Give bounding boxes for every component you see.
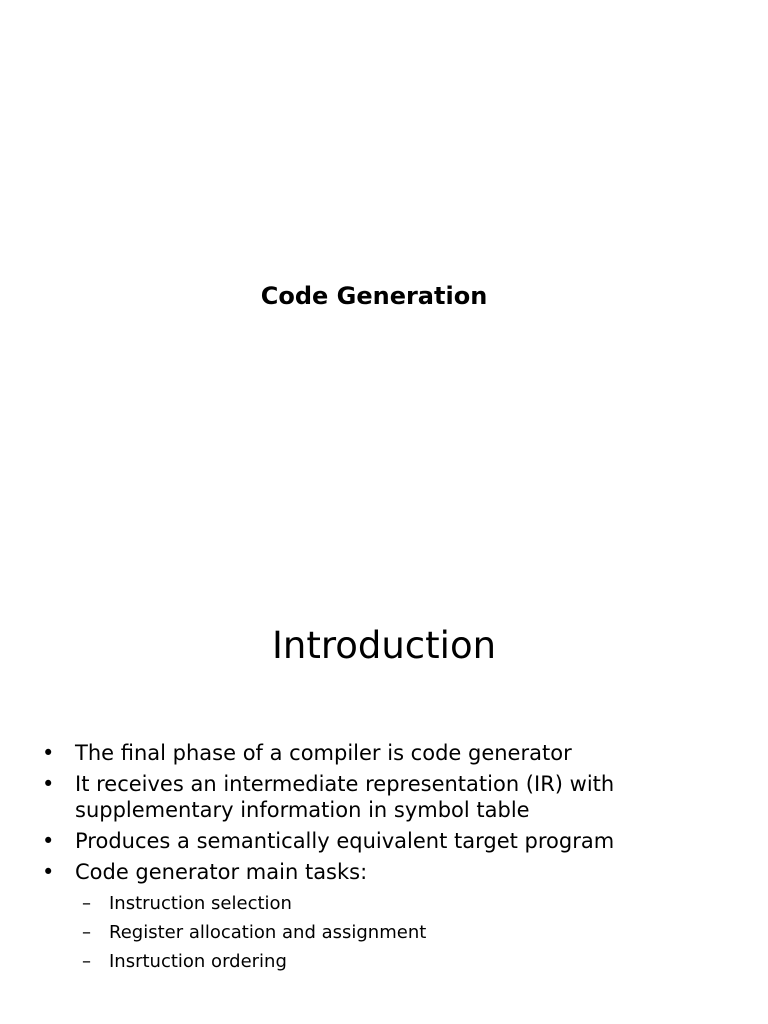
sub-bullet-text: Register allocation and assignment <box>109 922 427 943</box>
bullet-icon: • <box>42 860 55 884</box>
sub-bullet-item <box>75 889 732 918</box>
bullet-item <box>42 828 732 854</box>
bullet-text: Code generator main tasks: <box>75 860 368 884</box>
bullet-icon: • <box>42 772 55 796</box>
slide-title-text: Code Generation <box>260 282 488 310</box>
bullet-text: The final phase of a compiler is code generator <box>75 741 572 765</box>
sub-bullet-list <box>75 889 732 976</box>
dash-icon: – <box>82 922 91 943</box>
sub-bullet-item <box>75 918 732 947</box>
bullet-item <box>42 740 732 766</box>
bullet-item <box>42 771 732 823</box>
bullet-item <box>42 859 732 976</box>
bullet-icon: • <box>42 829 55 853</box>
dash-icon: – <box>82 893 91 914</box>
bullet-icon: • <box>42 741 55 765</box>
bullet-list <box>42 740 732 981</box>
slide-heading: Introduction <box>271 624 497 667</box>
bullet-text: It receives an intermediate representation (IR) with supplementary information in symbol table <box>75 772 615 822</box>
bullet-text: Produces a semantically equivalent target program <box>75 829 615 853</box>
dash-icon: – <box>82 951 91 972</box>
sub-bullet-text: Insrtuction ordering <box>109 951 287 972</box>
sub-bullet-text: Instruction selection <box>109 893 292 914</box>
sub-bullet-item <box>75 947 732 976</box>
slide-introduction <box>0 580 768 1024</box>
